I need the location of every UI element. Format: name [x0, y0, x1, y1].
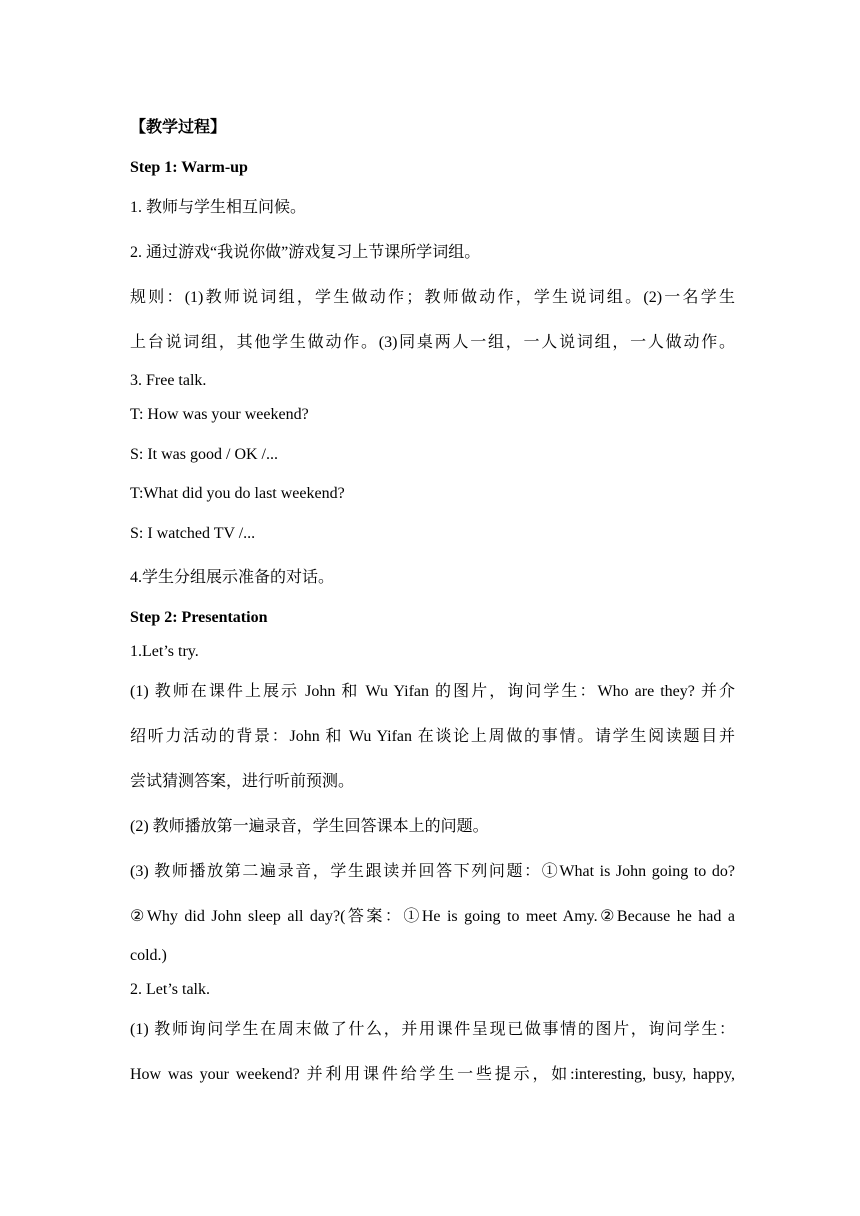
try-paragraph-3-line-3: cold.) [130, 947, 167, 964]
talk-paragraph-1-line-1: (1) 教师询问学生在周末做了什么，并用课件呈现已做事情的图片，询问学生： [130, 1021, 735, 1038]
free-talk-label: 3. Free talk. [130, 372, 207, 389]
dialogue-line: T:What did you do last weekend? [130, 485, 345, 502]
rules-line-2: 上台说词组，其他学生做动作。(3)同桌两人一组，一人说词组，一人做动作。 [130, 334, 735, 351]
rules-line-1: 规则：(1)教师说词组，学生做动作；教师做动作，学生说词组。(2)一名学生 [130, 289, 735, 306]
dialogue-line: S: It was good / OK /... [130, 446, 278, 463]
lets-try-label: 1.Let’s try. [130, 643, 199, 660]
try-paragraph-2: (2) 教师播放第一遍录音，学生回答课本上的问题。 [130, 818, 489, 835]
step1-item-1: 1. 教师与学生相互问候。 [130, 199, 307, 216]
dialogue-line: S: I watched TV /... [130, 525, 256, 542]
try-paragraph-1-line-2: 绍听力活动的背景：John 和 Wu Yifan 在谈论上周做的事情。请学生阅读题目并 [130, 728, 735, 745]
talk-paragraph-1-line-2: How was your weekend? 并利用课件给学生一些提示，如:interesting, busy, happy, [130, 1066, 735, 1083]
try-paragraph-3-line-2: ②Why did John sleep all day?(答案：①He is going to meet Amy.②Because he had a [130, 908, 735, 925]
try-paragraph-3-line-1: (3) 教师播放第二遍录音，学生跟读并回答下列问题：①What is John going to do? [130, 863, 735, 880]
section-title: 【教学过程】 [130, 119, 227, 136]
step1-heading: Step 1: Warm-up [130, 159, 248, 176]
step2-heading: Step 2: Presentation [130, 609, 268, 626]
step1-item-2: 2. 通过游戏“我说你做”游戏复习上节课所学词组。 [130, 244, 481, 261]
step1-item-4: 4.学生分组展示准备的对话。 [130, 569, 335, 586]
try-paragraph-1-line-1: (1) 教师在课件上展示 John 和 Wu Yifan 的图片，询问学生：Who are they? 并介 [130, 683, 735, 700]
dialogue-line: T: How was your weekend? [130, 406, 309, 423]
lets-talk-label: 2. Let’s talk. [130, 981, 210, 998]
try-paragraph-1-line-3: 尝试猜测答案，进行听前预测。 [130, 773, 355, 790]
